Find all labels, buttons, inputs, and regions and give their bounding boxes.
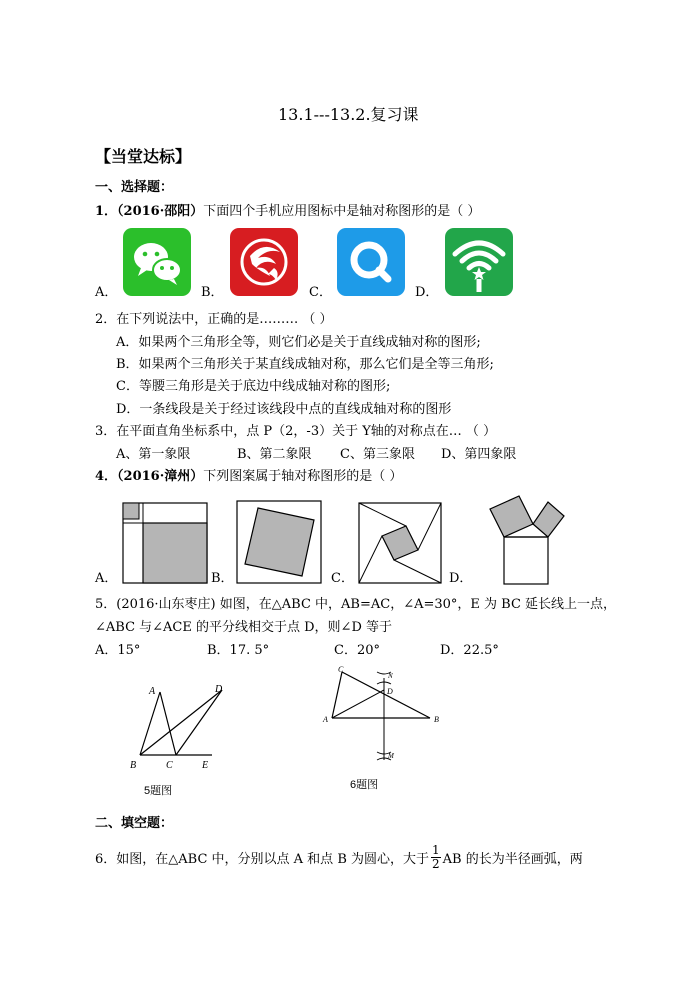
section-heading: 【当堂达标】	[95, 147, 192, 166]
q4-text: 下列图案属于轴对称图形的是（ ）	[203, 469, 403, 484]
q3-option-a: A、第一象限	[116, 447, 191, 462]
q6-text-before: 6．如图，在△ABC 中，分别以点 A 和点 B 为圆心，大于	[95, 852, 430, 867]
wechat-icon	[123, 228, 191, 296]
q1-stem	[95, 205, 480, 218]
q2-option-b: B．如果两个三角形关于某直线成轴对称，那么它们是全等三角形;	[116, 357, 494, 372]
q4-prefix: 4．（2016·漳州）	[95, 469, 204, 484]
q4-option-c: C．	[331, 571, 354, 586]
fig5-label-c: C	[166, 760, 173, 771]
q2-option-c: C．等腰三角形是关于底边中线成轴对称的图形;	[116, 379, 391, 394]
q4-option-d: D．	[449, 571, 473, 586]
fig5-label-b: B	[130, 760, 137, 771]
q6-fraction-den: 2	[432, 857, 440, 871]
q1-option-b: B．	[201, 285, 224, 300]
q4-stem	[95, 470, 402, 483]
figure-6	[318, 664, 450, 796]
search-q-icon	[337, 228, 405, 296]
fig6-label-b: B	[434, 715, 439, 724]
q5-line1: 5．(2016·山东枣庄) 如图，在△ABC 中，AB=AC，∠A=30°，E 为 BC 延长线上一点，	[95, 597, 617, 612]
fig6-label-n: N	[388, 672, 393, 680]
fig5-label-e: E	[202, 760, 209, 771]
fig6-label-a: A	[323, 715, 328, 724]
q4-figure-b	[236, 500, 322, 584]
phoenix-news-icon	[230, 228, 298, 296]
q5-line2: ∠ABC 与∠ACE 的平分线相交于点 D，则∠D 等于	[95, 620, 393, 635]
part1-heading: 一、选择题：	[95, 180, 174, 195]
fig6-caption: 6题图	[350, 779, 379, 791]
q2-option-a: A．如果两个三角形全等，则它们必是关于直线成轴对称的图形;	[116, 335, 481, 350]
fig6-label-c: C	[338, 665, 344, 674]
q6-text-after: AB 的长为半径画弧，两	[442, 852, 583, 867]
q2-stem: 2．在下列说法中，正确的是……… （ ）	[95, 312, 333, 327]
q5-option-c: C．20°	[334, 643, 380, 658]
q4-option-a: A．	[95, 571, 118, 586]
fig5-caption: 5题图	[144, 785, 173, 797]
q3-option-b: B、第二象限	[237, 447, 312, 462]
q5-option-d: D．22.5°	[440, 643, 499, 658]
q6-stem	[95, 843, 583, 873]
q1-option-d: D．	[415, 285, 439, 300]
fig5-label-a: A	[149, 686, 156, 697]
figure-5	[124, 680, 228, 800]
q4-figure-c	[358, 502, 442, 584]
q4-figure-a	[122, 502, 208, 584]
q1-prefix: 1．（2016·邵阳）	[95, 204, 204, 219]
q1-option-c: C．	[309, 285, 332, 300]
part2-heading: 二、填空题：	[95, 816, 174, 831]
q2-option-d: D．一条线段是关于经过该线段中点的直线成轴对称的图形	[116, 402, 452, 417]
q3-option-d: D、第四象限	[441, 447, 517, 462]
q4-option-b: B．	[211, 571, 234, 586]
q6-fraction	[431, 844, 441, 871]
fig5-label-d: D	[215, 684, 223, 695]
fig6-label-d: D	[387, 687, 393, 696]
q6-fraction-num: 1	[432, 843, 440, 857]
q5-option-a: A．15°	[95, 643, 141, 658]
q1-text: 下面四个手机应用图标中是轴对称图形的是（ ）	[203, 204, 481, 219]
q5-option-b: B．17. 5°	[207, 643, 270, 658]
fig6-label-m: M	[388, 752, 394, 760]
q3-stem: 3．在平面直角坐标系中，点 P（2，-3）关于 Y轴的对称点在… （ ）	[95, 424, 497, 439]
q3-option-c: C、第三象限	[340, 447, 415, 462]
q1-option-a: A．	[95, 285, 118, 300]
wifi-signal-icon	[445, 228, 513, 296]
page-title: 13.1---13.2.复习课	[278, 105, 419, 124]
q4-figure-d	[476, 488, 572, 586]
